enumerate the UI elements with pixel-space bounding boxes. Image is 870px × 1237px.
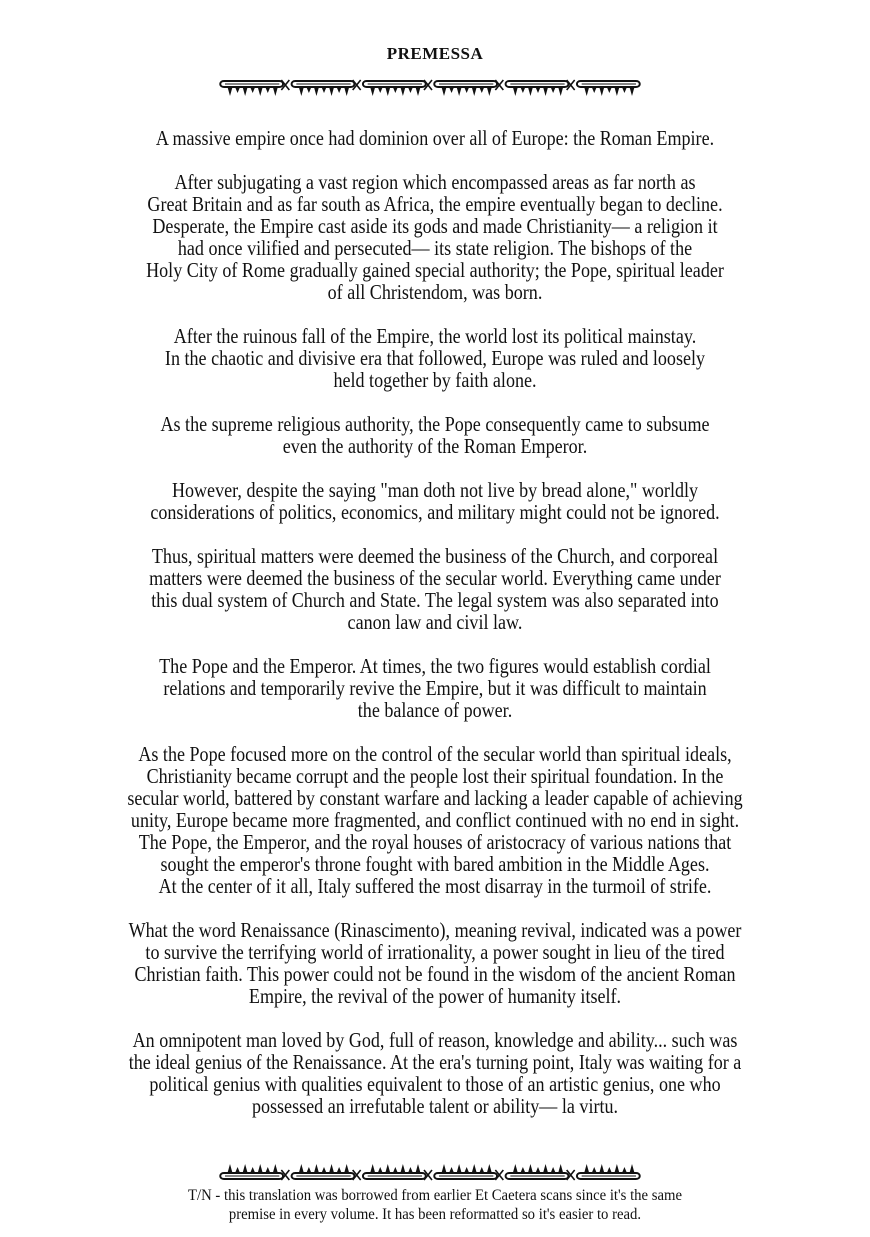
text-line: secular world, battered by constant warfare and lacking a leader capable of achieving (127, 786, 743, 810)
text-line: A massive empire once had dominion over all of Europe: the Roman Empire. (155, 126, 715, 150)
text-line: Christianity became corrupt and the people lost their spiritual foundation. In the (146, 764, 724, 788)
text-line: An omnipotent man loved by God, full of reason, knowledge and ability... such was (132, 1028, 738, 1052)
text-line: Holy City of Rome gradually gained special authority; the Pope, spiritual leader (146, 258, 724, 282)
note-line: T/N - this translation was borrowed from earlier Et Caetera scans since it's the same (188, 1187, 682, 1204)
text-line: In the chaotic and divisive era that followed, Europe was ruled and loosely (164, 346, 706, 370)
paragraph (0, 1029, 870, 1117)
ornamental-divider-top (218, 78, 646, 100)
premise-text (0, 127, 870, 1139)
text-line: the balance of power. (357, 698, 513, 722)
note-line: premise in every volume. It has been reformatted so it's easier to read. (228, 1206, 642, 1223)
page-title: PREMESSA (386, 44, 484, 63)
paragraph (0, 545, 870, 633)
paragraph (0, 127, 870, 149)
text-line: The Pope, the Emperor, and the royal houses of aristocracy of various nations that (138, 830, 732, 854)
paragraph (0, 743, 870, 897)
text-line: Great Britain and as far south as Africa, the empire eventually began to decline. (147, 192, 723, 216)
paragraph (0, 479, 870, 523)
text-line: matters were deemed the business of the secular world. Everything came under (149, 566, 721, 590)
ornamental-divider-bottom (218, 1160, 646, 1182)
translator-note (0, 1186, 870, 1224)
text-line: The Pope and the Emperor. At times, the two figures would establish cordial (159, 654, 711, 678)
text-line: As the supreme religious authority, the Pope consequently came to subsume (160, 412, 710, 436)
text-line: Desperate, the Empire cast aside its gods and made Christianity— a religion it (152, 214, 718, 238)
text-line: to survive the terrifying world of irrationality, a power sought in lieu of the tired (145, 940, 725, 964)
text-line: Empire, the revival of the power of humanity itself. (248, 984, 622, 1008)
text-line: unity, Europe became more fragmented, and conflict continued with no end in sight. (130, 808, 740, 832)
text-line: the ideal genius of the Renaissance. At the era's turning point, Italy was waiting for a (128, 1050, 742, 1074)
text-line: canon law and civil law. (347, 610, 523, 634)
text-line: considerations of politics, economics, and military might could not be ignored. (150, 500, 720, 524)
scroll-ornament-icon (218, 1160, 646, 1182)
text-line: Christian faith. This power could not be found in the wisdom of the ancient Roman (134, 962, 736, 986)
text-line: had once vilified and persecuted— its state religion. The bishops of the (177, 236, 693, 260)
text-line: this dual system of Church and State. The legal system was also separated into (151, 588, 719, 612)
text-line: of all Christendom, was born. (327, 280, 543, 304)
text-line: possessed an irrefutable talent or ability— la virtu. (251, 1094, 619, 1118)
text-line: After the ruinous fall of the Empire, the world lost its political mainstay. (173, 324, 697, 348)
text-line: However, despite the saying "man doth not live by bread alone," worldly (171, 478, 699, 502)
scroll-ornament-icon (218, 78, 646, 100)
text-line: held together by faith alone. (333, 368, 537, 392)
paragraph (0, 325, 870, 391)
text-line: Thus, spiritual matters were deemed the business of the Church, and corporeal (151, 544, 719, 568)
text-line: What the word Renaissance (Rinascimento), meaning revival, indicated was a power (128, 918, 742, 942)
text-line: even the authority of the Roman Emperor. (282, 434, 588, 458)
text-line: As the Pope focused more on the control of the secular world than spiritual ideals, (138, 742, 732, 766)
text-line: At the center of it all, Italy suffered the most disarray in the turmoil of strife. (158, 874, 712, 898)
text-line: After subjugating a vast region which encompassed areas as far north as (174, 170, 696, 194)
paragraph (0, 171, 870, 303)
paragraph (0, 655, 870, 721)
paragraph (0, 413, 870, 457)
text-line: political genius with qualities equivalent to those of an artistic genius, one who (149, 1072, 721, 1096)
text-line: sought the emperor's throne fought with bared ambition in the Middle Ages. (160, 852, 710, 876)
paragraph (0, 919, 870, 1007)
text-line: relations and temporarily revive the Empire, but it was difficult to maintain (163, 676, 707, 700)
